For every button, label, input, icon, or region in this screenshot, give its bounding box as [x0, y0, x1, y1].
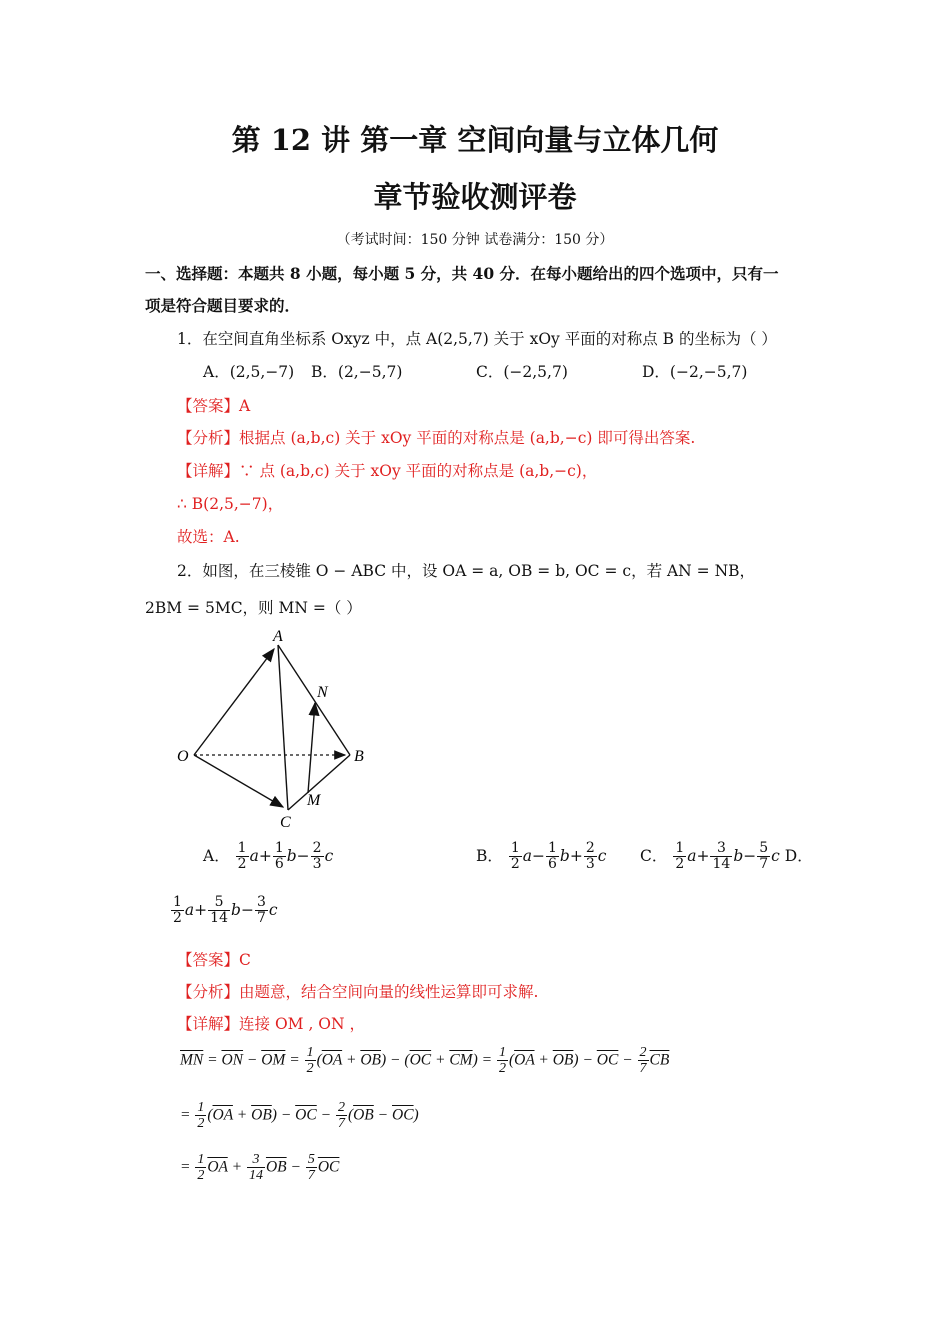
section-heading-line1: 一、选择题：本题共 8 小题，每小题 5 分，共 40 分．在每小题给出的四个选项中，只有一: [145, 264, 779, 283]
q1-detail-line1: ∵ 点 (a,b,c) 关于 xOy 平面的对称点是 (a,b,−c)，: [239, 462, 598, 480]
edge-AB: [278, 645, 350, 755]
q2-stem-line1: 2．如图，在三棱锥 O − ABC 中，设 OA = a, OB = b, OC = c，若 AN = NB，: [177, 562, 756, 580]
q2-option-a-label: A．: [203, 846, 230, 865]
q2-analysis: [177, 980, 538, 1002]
q2-stem-line2: 2BM = 5MC，则 MN =（ ）: [145, 599, 362, 617]
q2-option-b: B． $\frac{1}{2}$ a− $\frac{1}{6}$ b+ $\frac{2}{3}$ c: [476, 840, 607, 873]
edge-OA: [194, 649, 274, 755]
q1-option-d: D．(−2,−5,7): [642, 363, 748, 381]
q2-option-c: C． $\frac{1}{2}$ a+ $\frac{3}{14}$ b− $\frac{5}{7}$ c D．: [640, 840, 813, 873]
label-O: O: [177, 748, 189, 765]
q1-detail-line2: ∴ B(2,5,−7)，: [177, 495, 284, 513]
q2-detail-line1: 连接 OM , ON ，: [239, 1015, 365, 1033]
q1-answer-value: A: [239, 397, 251, 415]
q1-stem: 1．在空间直角坐标系 Oxyz 中，点 A(2,5,7) 关于 xOy 平面的对称点 B 的坐标为（ ）: [177, 330, 777, 348]
q1-analysis-text: 根据点 (a,b,c) 关于 xOy 平面的对称点是 (a,b,−c) 即可得出答案.: [239, 429, 696, 447]
vector-MN: [308, 703, 315, 793]
q2-answer: [177, 948, 251, 970]
q2-answer-value: C: [239, 951, 251, 969]
edge-AC: [278, 645, 288, 810]
section-heading-line2: 项是符合题目要求的．: [145, 296, 301, 315]
q1-detail-tag: 【详解】: [177, 462, 240, 480]
label-C: C: [280, 814, 291, 831]
q1-choice: 故选：A.: [177, 528, 240, 546]
q2-detail: [177, 1012, 365, 1034]
edge-OC: [194, 755, 283, 807]
exam-info: （考试时间：150 分钟 试卷满分：150 分）: [336, 232, 614, 248]
label-B: B: [354, 748, 364, 765]
q1-option-a: A．(2,5,−7): [203, 363, 295, 381]
q2-option-d-label: D．: [784, 846, 813, 865]
label-M: M: [307, 792, 321, 809]
q2-detail-tag: 【详解】: [177, 1015, 240, 1033]
page-title: 第 12 讲 第一章 空间向量与立体几何: [231, 123, 719, 157]
derivation-line1: $\overline{MN} = \overline{ON} - \overline{OM}$ = $\frac{1}{2}$ $(\overline{OA} + \overline{OB}) - (\overline{OC} + \overline{CM})$ = $\frac{1}{2}$ $(\overline{OA} + \overline{OB}) - \overline{OC}$ − $\frac{2}{7}$ $\overline{CB}$: [180, 1045, 670, 1077]
q1-answer-tag: 【答案】: [177, 397, 240, 415]
q1-analysis-tag: 【分析】: [177, 429, 240, 447]
q2-analysis-text: 由题意，结合空间向量的线性运算即可求解.: [239, 983, 539, 1001]
derivation-line2: = $\frac{1}{2}$ $(\overline{OA} + \overline{OB}) - \overline{OC}$ − $\frac{2}{7}$ $(\overline{OB} - \overline{OC})$: [180, 1100, 419, 1132]
q2-option-d: $\frac{1}{2}$ a+ $\frac{5}{14}$ b− $\frac{3}{7}$ c: [173, 894, 278, 927]
tetrahedron-figure: [170, 625, 380, 835]
q2-answer-tag: 【答案】: [177, 951, 240, 969]
q1-analysis: [177, 426, 695, 448]
derivation-line3: = $\frac{1}{2}$ $\overline{OA}$ + $\frac{3}{14}$ $\overline{OB}$ − $\frac{5}{7}$ $\overline{OC}$: [180, 1152, 340, 1184]
q2-option-b-label: B．: [476, 846, 503, 865]
q2-analysis-tag: 【分析】: [177, 983, 240, 1001]
q1-option-c: C．(−2,5,7): [476, 363, 568, 381]
q2-option-a: A． $\frac{1}{2}$ a+ $\frac{1}{6}$ b− $\frac{2}{3}$ c: [203, 840, 334, 873]
q1-answer: [177, 394, 250, 416]
q1-detail: [177, 459, 597, 481]
page-subtitle: 章节验收测评卷: [373, 180, 577, 214]
q1-option-b: B．(2,−5,7): [311, 363, 403, 381]
label-A: A: [273, 628, 283, 645]
q2-option-c-label: C．: [640, 846, 668, 865]
label-N: N: [317, 684, 328, 701]
